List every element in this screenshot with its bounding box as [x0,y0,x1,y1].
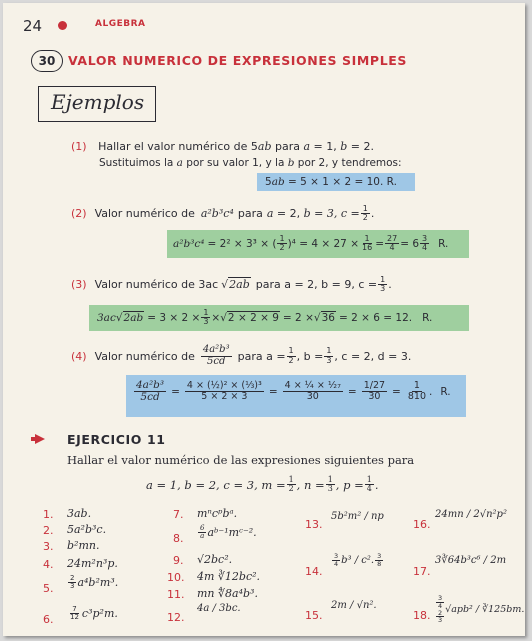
item-13-number: 13. [305,518,323,531]
examples-title: Ejemplos [51,90,145,114]
section-number: 30 [38,54,56,68]
ex3-box-sqrt: √2ab [115,311,144,324]
ex4-b4: $\frac{1/27}{30}$ [363,380,386,403]
ex2-half-fraction: $\frac{1}{2}$ [279,234,285,253]
ex3-box-c: × [211,311,221,324]
item-16-number: 16. [413,518,431,531]
ex1-box-b: ab [271,176,285,188]
example-2-line-1 [71,205,374,223]
item-8-number: 8. [173,532,184,545]
exercise-bar [31,437,39,441]
ex1-l2-a: Sustituimos la [99,157,177,169]
example-3-number: (3) [71,278,87,292]
exercise-vals-c: , p = [335,477,364,492]
exercise-title: EJERCICIO 11 [67,432,166,447]
item-4-expression: 24m²n³p. [67,557,118,570]
item-8-expression-wrap [197,525,257,541]
item-2-number: 2. [43,524,54,537]
exercise-intro: Hallar el valor numérico de las expresiones siguientes para [67,453,415,467]
ex2-dot: . [370,207,375,221]
example-1-line-2 [99,157,402,169]
item-18-expression-wrap [435,595,524,624]
item-11-number: 11. [167,588,185,601]
ex3-c-fraction: $\frac{1}{3}$ [380,275,386,294]
ex3-box-rad2: √36 [313,311,335,324]
ex2-lhs: a²b³c⁴ [173,237,205,250]
ex3-r: R. [422,311,433,324]
exercise-vals-a: a = 1, b = 2, c = 3, m = [146,477,286,492]
ex2-fraction-27-4: $\frac{27}{4}$ [387,234,398,253]
item-11-expression: mn ∜8a⁴b³. [197,587,258,600]
ex1-text-b: ab [257,140,272,153]
example-4-line-1 [71,345,411,367]
ex4-cond-c: , c = 2, d = 3. [334,349,412,363]
item-14-expression: b³ / c². [341,554,375,566]
ex2-fraction-3-4: $\frac{3}{4}$ [422,234,428,253]
ex2-eq: = [375,237,384,250]
ex2-r: R. [438,237,449,250]
item-5-frac: $\frac{2}{3}$ [70,574,75,591]
ex4-a-frac: $\frac{1}{2}$ [288,346,294,365]
ex2-b-val: b = 3, c = [303,207,360,221]
page-number: 24 [23,17,43,35]
exercise-vals-b: , n = [296,477,325,492]
ex3-box-e: = 2 × 6 = 12. [338,311,413,324]
example-3-line-1: (3) Valor numérico de 3ac √2ab para a = 2, b = 9, c = $\frac{1}{3}$ . [71,275,392,294]
item-8-expression: aᵇ⁻¹mᶜ⁻². [207,526,257,540]
ex3-box-a: 3ac [97,311,116,324]
item-12-number: 12. [167,611,185,624]
ex1-l2-b: a [176,157,183,169]
item-16-expression: 24mn / 2√n²p² [435,509,507,520]
ex4-b5: $\frac{1}{810}$ [407,380,426,403]
ex2-rhs-b: )⁴ = 4 × 27 × [287,237,359,250]
exercise-n-frac: $\frac{1}{3}$ [327,475,333,494]
item-10-number: 10. [167,571,185,584]
exercise-vals-d: . [374,477,379,492]
ex1-l2-d: b [287,157,295,169]
item-12-expression: 4a / 3bc. [197,603,241,614]
item-1-expression: 3ab. [67,507,92,520]
example-4-number: (4) [71,349,87,363]
ex2-fraction-1-16: $\frac{1}{16}$ [362,234,373,253]
ex2-mixed: = 6 [400,237,420,250]
ex2-a-val: = 2, [273,207,304,221]
item-6-frac: $\frac{7}{12}$ [70,605,79,622]
item-15-expression: 2m / √n². [331,600,377,611]
ex2-text: Valor numérico de [94,207,195,221]
item-18-number: 18. [413,609,431,622]
ex4-b1: $\frac{\text{4a²b³}}{5cd}$ [136,379,165,404]
ex2-expression: a²b³c⁴ [200,207,234,221]
item-5-expression-wrap [67,575,118,591]
ex4-b-frac: $\frac{1}{3}$ [326,346,332,365]
ex2-cond-a: para [237,207,263,221]
ex4-cond-b: , b = [296,349,324,363]
ex1-text-a: Hallar el valor numérico de 5 [98,140,258,153]
item-2-expression: 5a²b³c. [67,523,107,536]
item-18-expression: √apb² / ∛125bm. [445,604,525,616]
ex1-text-c: para [271,140,304,153]
exercise-m-frac: $\frac{1}{2}$ [288,475,294,494]
ex3-sqrt: √2ab [221,278,250,292]
red-dot-icon [58,21,67,30]
textbook-page [3,3,525,636]
example-4-result: $\frac{\text{4a²b³}}{5cd}$ = $\frac{\text{4 × (½)² × (⅓)³}}{5 \times 2 \times 3}$ = $\frac{\text{4 × ¼ × ¹⁄₂₇}}{30}$ = $\frac{1/27}{30}$ = $\frac{1}{810}$ . R. [136,379,451,404]
item-6-number: 6. [43,613,54,626]
ex3-box-rad1: √2 × 2 × 9 [220,311,279,324]
item-9-number: 9. [173,554,184,567]
ex1-text-g: = 2. [347,140,375,153]
subject-label: ALGEBRA [95,19,146,29]
ex3-text: Valor numérico de 3ac [94,278,219,292]
item-6-expression-wrap [67,606,118,622]
ex4-dot: . [429,385,433,398]
item-14-expression-wrap [331,553,384,568]
ex4-cond-a: para a = [237,349,286,363]
item-9-expression: √2bc². [197,553,233,566]
section-number-badge [31,50,63,72]
ex3-box-d: = 2 × [282,311,314,324]
ex1-l2-e: por 2, y tendremos: [294,157,402,169]
item-7-expression: mⁿcᵖbᵃ. [197,507,238,520]
ex3-box-b: = 3 × 2 × [147,311,201,324]
item-5-expression: a⁴b²m³. [77,576,119,590]
item-17-expression: 3∛64b³c⁶ / 2m [435,555,507,566]
ex4-fraction: $\frac{\text{4a²b³}}{5cd}$ [202,344,230,367]
item-14-frac-a: $\frac{3}{4}$ [334,552,339,568]
ex2-rhs-a: = 2² × 3³ × ( [207,237,277,250]
ex1-text-f: b [340,140,348,153]
ex4-r: R. [440,385,451,398]
item-14-frac-b: $\frac{3}{8}$ [377,552,382,568]
item-5-number: 5. [43,582,54,595]
ex4-text: Valor numérico de [94,349,195,363]
example-2-result [173,235,448,253]
ex3-box-frac: $\frac{1}{3}$ [203,308,209,327]
exercise-values [146,476,379,494]
example-1-line-1 [71,140,374,153]
exercise-p-frac: $\frac{1}{4}$ [366,475,372,494]
ex1-text-e: = 1, [310,140,341,153]
ex2-c-fraction: $\frac{1}{2}$ [362,204,368,223]
item-10-expression: 4m ∛12bc². [197,570,261,583]
section-title: VALOR NUMERICO DE EXPRESIONES SIMPLES [68,53,408,68]
ex4-b3: $\frac{\text{4 × ¼ × ¹⁄₂₇}}{30}$ [284,380,341,403]
item-15-number: 15. [305,609,323,622]
ex1-box-c: = 5 × 1 × 2 = 10. R. [284,176,397,188]
item-4-number: 4. [43,558,54,571]
item-17-number: 17. [413,565,431,578]
item-13-expression: 5b²m² / np [331,511,384,522]
item-7-number: 7. [173,508,184,521]
item-3-number: 3. [43,540,54,553]
item-1-number: 1. [43,508,54,521]
item-6-expression: c³p²m. [81,607,118,621]
item-18-frac-a: 3 4 2 3 [438,594,443,625]
ex2-a-var: a [266,207,274,221]
example-1-result [265,176,397,188]
example-1-number: (1) [71,140,87,153]
item-14-number: 14. [305,565,323,578]
item-8-frac: $\frac{6}{a}$ [200,524,205,541]
ex1-text-d: a [303,140,311,153]
item-3-expression: b²mn. [67,539,100,552]
ex1-box-a: 5 [265,176,272,188]
example-2-number: (2) [71,207,87,221]
ex4-b2: $\frac{\text{4 × (½)² × (⅓)³}}{5 \times 2 \times 3}$ [186,380,262,403]
ex3-cond: para a = 2, b = 9, c = [255,278,378,292]
example-3-result [97,309,432,327]
examples-title-box [38,86,156,122]
ex1-l2-c: por su valor 1, y la [182,157,288,169]
